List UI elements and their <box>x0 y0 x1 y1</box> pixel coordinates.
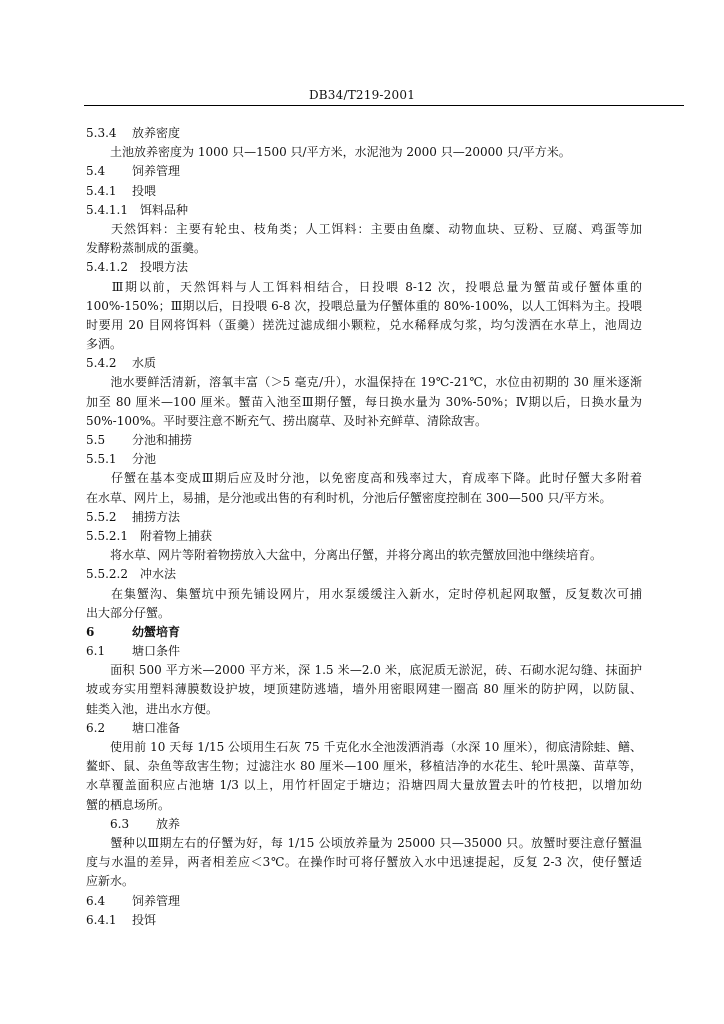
section-title: 捕捞方法 <box>132 509 181 524</box>
section-heading <box>86 815 642 834</box>
section-number: 5.4.1.1 <box>86 202 128 217</box>
paragraph-line <box>86 335 642 354</box>
paragraph-text: 蟹种以Ⅲ期左右的仔蟹为好，每 1/15 公顷放养量为 25000 只—35000 只。放蟹时要注意仔蟹温 <box>110 835 642 850</box>
paragraph-line <box>86 834 642 853</box>
section-heading <box>86 431 642 450</box>
paragraph <box>86 738 642 815</box>
section-number: 5.5.2.2 <box>86 567 128 582</box>
paragraph-line <box>86 776 642 795</box>
section-heading <box>86 565 642 584</box>
paragraph-line <box>86 278 642 297</box>
section-number: 6.3 <box>110 816 130 831</box>
paragraph-line <box>86 853 642 872</box>
paragraph-text: 蟹的栖息场所。 <box>86 797 171 812</box>
section-heading <box>86 258 642 277</box>
section-heading <box>86 450 642 469</box>
paragraph-text: 50%-100%。平时要注意不断充气、捞出腐草、及时补充鲜草、清除敌害。 <box>86 413 488 428</box>
paragraph-text: 蛙类入池，进出水方便。 <box>86 701 219 716</box>
section-heading <box>86 892 642 911</box>
paragraph-line <box>86 143 642 162</box>
section-title: 饲养管理 <box>132 164 181 179</box>
section-heading <box>86 911 642 930</box>
paragraph-line <box>86 757 642 776</box>
paragraph-text: 使用前 10 天每 1/15 公顷用生石灰 75 千克化水全池泼洒消毒（水深 10 厘米），彻底清除蛙、鳝、 <box>110 740 642 754</box>
paragraph-text: 多洒。 <box>86 337 123 352</box>
section-title: 饵料品种 <box>140 202 189 217</box>
paragraph-line <box>86 412 642 431</box>
section-number: 5.4 <box>86 164 106 179</box>
header-rule <box>84 105 684 106</box>
section-number: 5.5.1 <box>86 452 117 467</box>
section-heading <box>86 719 642 738</box>
paragraph <box>86 278 642 355</box>
paragraph-text: 加至 80 厘米—100 厘米。蟹苗入池至Ⅲ期仔蟹，每日换水量为 30%-50%；Ⅳ期以后，日换水量为 <box>86 394 642 409</box>
paragraph-line <box>86 738 642 757</box>
paragraph <box>86 661 642 719</box>
section-number: 5.3.4 <box>86 126 117 140</box>
paragraph <box>86 373 642 431</box>
paragraph-line <box>86 604 642 623</box>
document-body <box>86 124 642 930</box>
section-heading <box>86 201 642 220</box>
section-heading <box>86 354 642 373</box>
paragraph <box>86 834 642 892</box>
section-title: 分池 <box>132 452 157 467</box>
section-number: 5.4.1.2 <box>86 260 128 275</box>
paragraph <box>86 143 642 162</box>
paragraph-line <box>86 316 642 335</box>
paragraph-line <box>86 297 642 316</box>
section-number: 5.4.2 <box>86 356 117 371</box>
paragraph-text: 度与水温的差异，两者相差应＜3℃。在操作时可将仔蟹放入水中迅速提起，反复 2-3 次，使仔蟹适 <box>86 855 642 870</box>
section-title: 放养 <box>156 816 181 831</box>
section-title: 饲养管理 <box>132 893 181 908</box>
section-heading <box>86 527 642 546</box>
paragraph-text: 出大部分仔蟹。 <box>86 605 171 620</box>
section-title: 投喂方法 <box>140 260 189 275</box>
paragraph-line <box>86 393 642 412</box>
paragraph-text: 100%-150%；Ⅲ期以后，日投喂 6-8 次，投喂总量为仔蟹体重的 80%-100%，以人工饵料为主。投喂 <box>86 298 642 313</box>
section-title: 水质 <box>132 356 157 371</box>
section-title: 塘口条件 <box>132 644 181 659</box>
section-number: 5.4.1 <box>86 183 117 198</box>
section-title: 幼蟹培育 <box>132 624 181 639</box>
section-title: 塘口准备 <box>132 720 181 735</box>
section-number: 5.5 <box>86 433 106 447</box>
section-heading <box>86 508 642 527</box>
paragraph-line <box>86 700 642 719</box>
paragraph-line <box>86 661 642 680</box>
paragraph-line <box>86 872 642 891</box>
paragraph <box>86 220 642 258</box>
section-heading <box>86 642 642 661</box>
paragraph-text: 将水草、网片等附着物捞放入大盆中，分离出仔蟹，并将分离出的软壳蟹放回池中继续培育。 <box>110 548 603 563</box>
paragraph-text: 天然饵料：主要有轮虫、枝角类；人工饵料：主要由鱼糜、动物血块、豆粉、豆腐、鸡蛋等加 <box>110 221 642 236</box>
paragraph-line <box>86 489 642 508</box>
paragraph-text: 时要用 20 目网将饵料（蛋羹）搓洗过滤成细小颗粒，兑水稀释成匀浆，均匀泼洒在水草上，池周边 <box>86 317 642 332</box>
paragraph-text: 坡或夯实用塑料薄膜数设护坡，埂顶建防逃墙，墙外用密眼网建一圈高 80 厘米的防护网，以防鼠、 <box>86 682 642 697</box>
paragraph <box>86 585 642 623</box>
paragraph-line <box>86 239 642 258</box>
paragraph-line <box>86 220 642 239</box>
paragraph-text: Ⅲ期以前，天然饵料与人工饵料相结合，日投喂 8-12 次，投喂总量为蟹苗或仔蟹体重的 <box>110 279 642 294</box>
section-number: 5.5.2.1 <box>86 528 128 543</box>
paragraph <box>86 469 642 507</box>
section-number: 6.1 <box>86 644 106 659</box>
section-heading <box>86 182 642 201</box>
section-title: 投喂 <box>132 183 157 198</box>
section-number: 5.5.2 <box>86 509 117 524</box>
paragraph-line <box>86 373 642 392</box>
paragraph-text: 池水要鲜活清新，溶氧丰富（＞5 毫克/升），水温保持在 19℃-21℃，水位由初期的 30 厘米逐渐 <box>110 375 642 390</box>
section-heading <box>86 623 642 642</box>
paragraph-text: 面积 500 平方米—2000 平方米，深 1.5 米—2.0 米，底泥质无淤泥，砖、石砌水泥勾缝、抹面护 <box>110 663 642 678</box>
paragraph-text: 在水草、网片上，易捕，是分池或出售的有利时机，分池后仔蟹密度控制在 300—500 只/平方米。 <box>86 490 612 505</box>
paragraph <box>86 546 642 565</box>
section-heading <box>86 162 642 181</box>
paragraph-text: 鳌虾、鼠、杂鱼等敌害生物；过滤注水 80 厘米—100 厘米，移植洁净的水花生、轮叶黑藻、苗草等， <box>86 759 642 774</box>
paragraph-text: 发酵粉蒸制成的蛋羹。 <box>86 241 207 256</box>
paragraph-line <box>86 680 642 699</box>
paragraph-line <box>86 546 642 565</box>
section-title: 冲水法 <box>140 567 177 582</box>
paragraph-line <box>86 796 642 815</box>
paragraph-text: 仔蟹在基本变成Ⅲ期后应及时分池，以免密度高和残率过大，育成率下降。此时仔蟹大多附着 <box>110 471 642 486</box>
section-title: 附着物上捕获 <box>140 528 213 543</box>
section-number: 6.4.1 <box>86 912 117 927</box>
paragraph-text: 水草覆盖面积应占池塘 1/3 以上，用竹杆固定于塘边；沿塘四周大量放置去叶的竹枝把，以增加幼 <box>86 778 642 793</box>
paragraph-text: 应新水。 <box>86 874 135 889</box>
document-header-code: DB34/T219-2001 <box>308 88 416 102</box>
paragraph-text: 在集蟹沟、集蟹坑中预先铺设网片，用水泵缓缓注入新水，定时停机起网取蟹，反复数次可捕 <box>110 586 642 601</box>
section-title: 投饵 <box>132 912 157 927</box>
paragraph-line <box>86 469 642 488</box>
section-title: 分池和捕捞 <box>132 433 193 447</box>
section-title: 放养密度 <box>132 126 181 140</box>
section-heading <box>86 124 642 143</box>
section-number: 6 <box>86 624 95 639</box>
paragraph-text: 土池放养密度为 1000 只—1500 只/平方米，水泥池为 2000 只—20000 只/平方米。 <box>110 145 571 160</box>
paragraph-line <box>86 585 642 604</box>
section-number: 6.2 <box>86 720 106 735</box>
section-number: 6.4 <box>86 893 106 908</box>
